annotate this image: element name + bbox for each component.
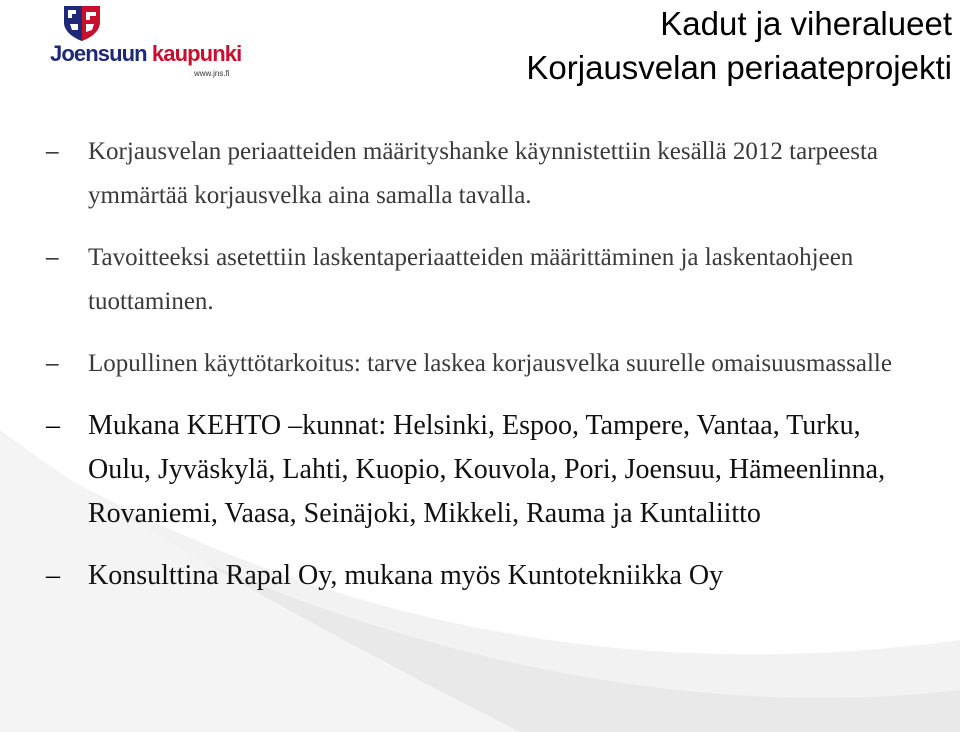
bullet-dash-icon: – — [46, 138, 59, 165]
bullet-dash-icon: – — [46, 244, 59, 271]
title-line-2: Korjausvelan periaateprojekti — [526, 49, 952, 86]
bullet-text: Mukana KEHTO –kunnat: Helsinki, Espoo, Tampere, Vantaa, Turku, Oulu, Jyväskylä, Lahti, Kuopio, Kouvola, Pori, Joensuu, Hämeenlinna, Rovaniemi, Vaasa, Seinäjoki, Mikkeli, Rauma ja Kuntaliitto — [88, 410, 886, 529]
bullet-dash-icon: – — [46, 410, 60, 441]
bullet-dash-icon: – — [46, 350, 59, 377]
logo-wordmark-city: Joensuun — [50, 41, 147, 66]
bullet-item — [0, 130, 918, 218]
bullet-text: Lopullinen käyttötarkoitus: tarve laskea korjausvelka suurelle omaisuusmassalle — [88, 350, 892, 377]
logo-wordmark — [50, 42, 241, 66]
title-line-1: Kadut ja viheralueet — [660, 5, 952, 42]
bullet-item — [0, 554, 918, 598]
bullet-text: Korjausvelan periaatteiden määrityshanke käynnistettiin kesällä 2012 tarpeesta ymmärtää korjausvelka aina samalla tavalla. — [88, 138, 878, 209]
logo-wordmark-kaupunki: kaupunki — [151, 41, 242, 66]
bullet-list — [0, 130, 960, 616]
bullet-text: Konsulttina Rapal Oy, mukana myös Kuntotekniikka Oy — [88, 560, 724, 591]
bullet-dash-icon: – — [46, 560, 60, 591]
slide-title — [526, 2, 952, 90]
city-logo — [50, 4, 242, 82]
shield-crest-icon — [62, 4, 102, 42]
logo-url: www.jns.fi — [194, 69, 230, 78]
bullet-text: Tavoitteeksi asetettiin laskentaperiaatteiden määrittäminen ja laskentaohjeen tuottaminen. — [88, 244, 854, 315]
bullet-item — [0, 236, 918, 324]
bullet-item — [0, 404, 918, 536]
bullet-item — [0, 342, 918, 386]
